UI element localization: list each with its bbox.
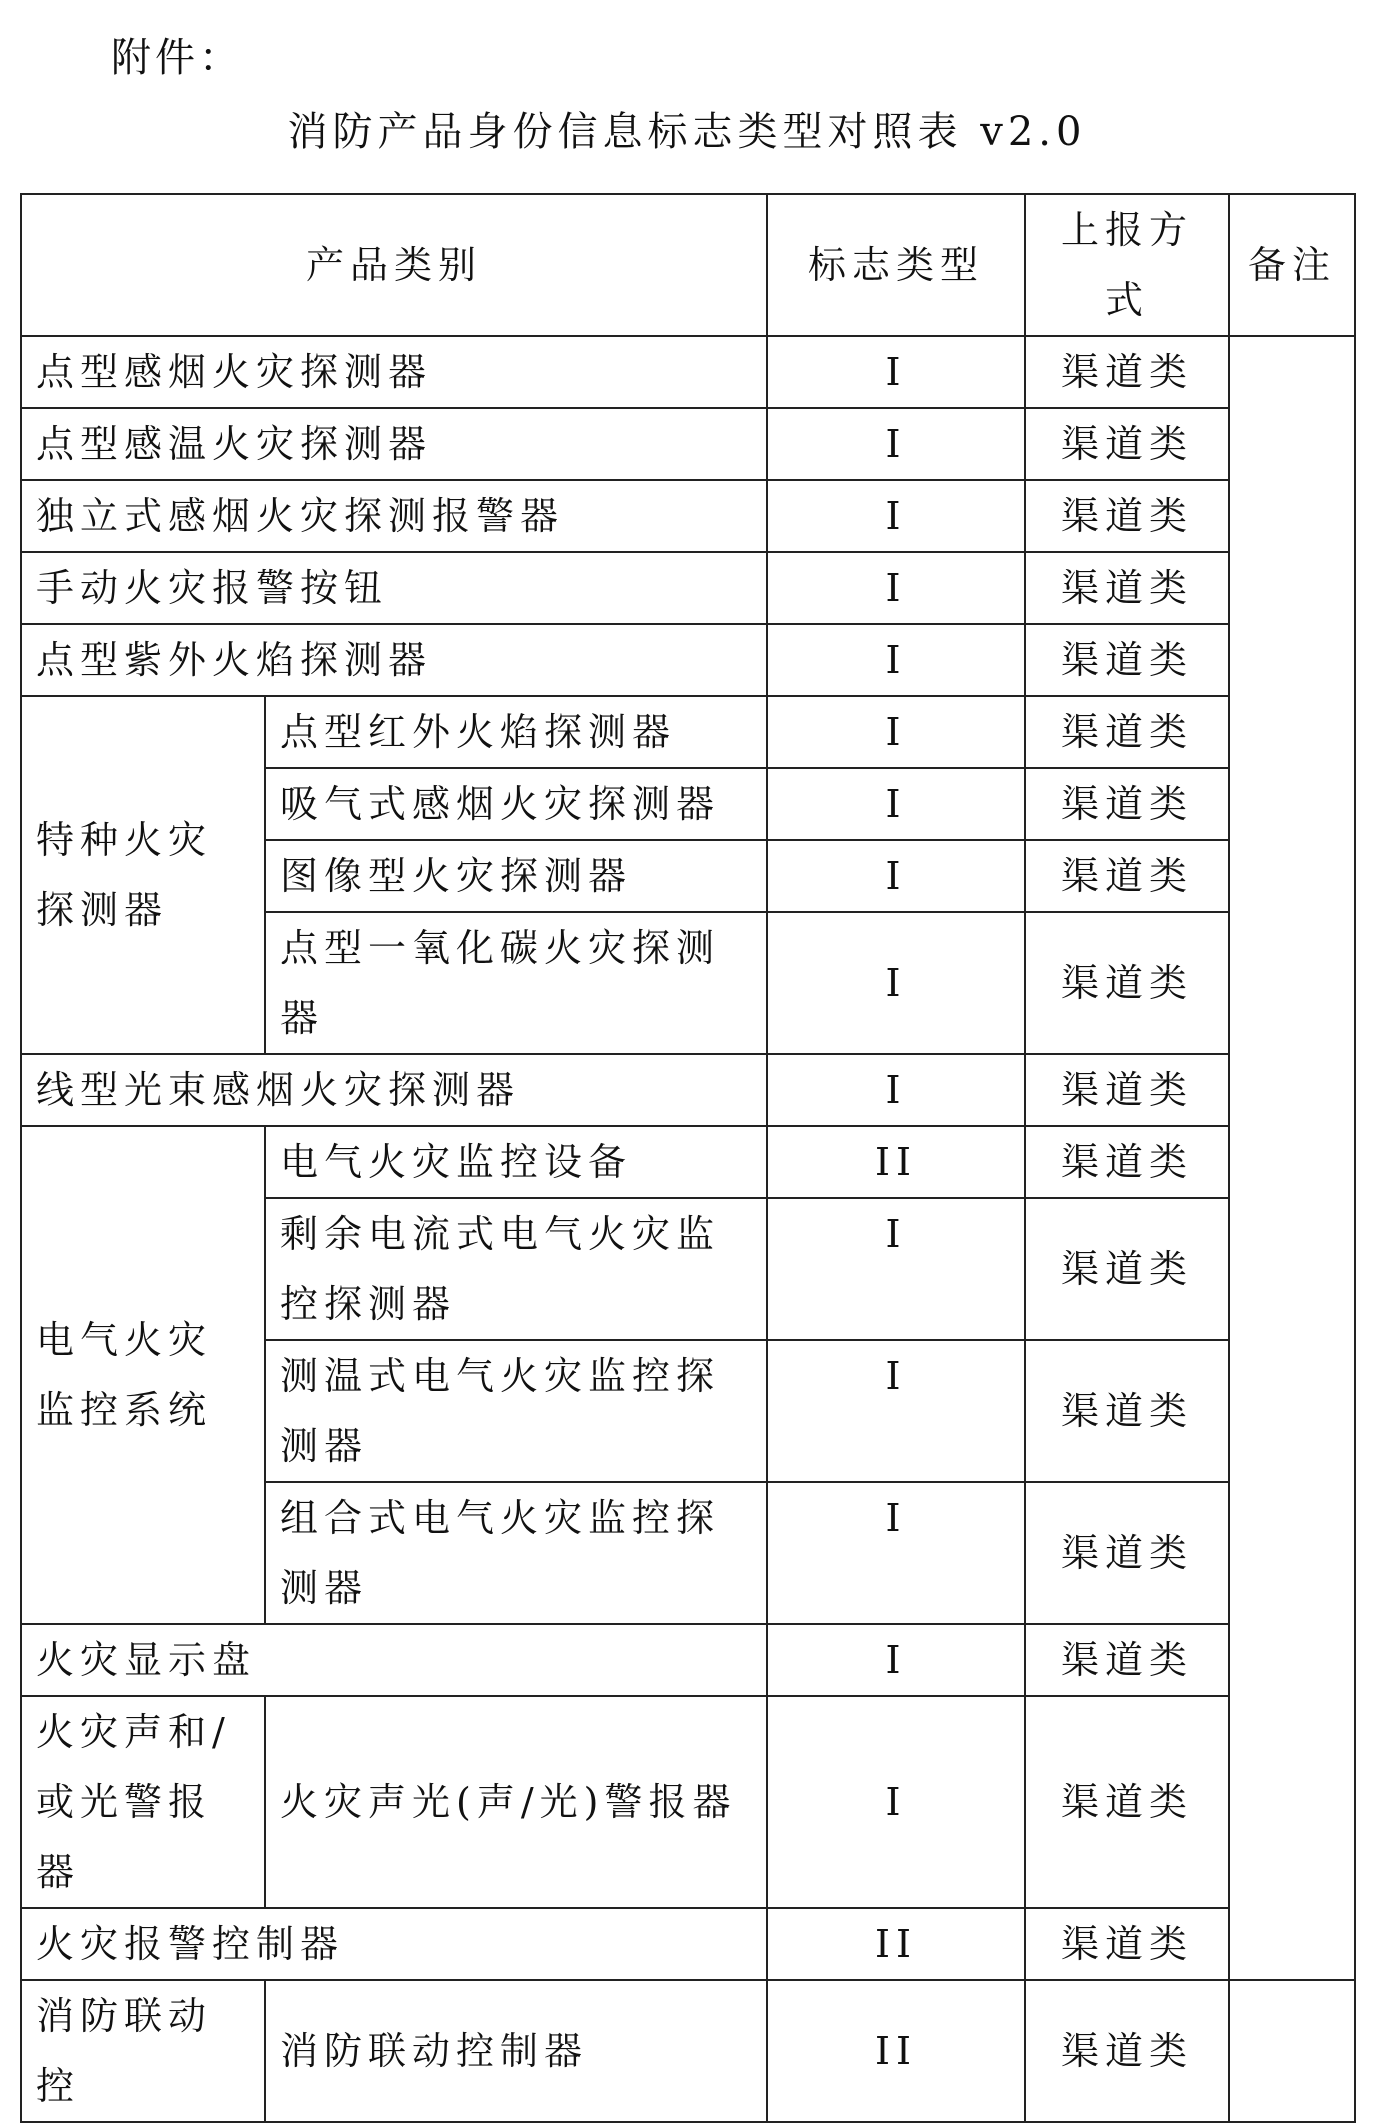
mark-type-cell: I [767,1054,1025,1126]
category-cell: 手动火灾报警按钮 [21,552,767,624]
mark-type-cell: I [767,912,1025,1054]
attachment-label: 附件： [111,35,243,81]
subcategory-cell: 测温式电气火灾监控探测器 [265,1340,767,1482]
category-cell: 点型紫外火焰探测器 [21,624,767,696]
table-row [21,480,1355,552]
report-method-cell: 渠道类 [1025,1980,1229,2122]
table-row [21,336,1355,408]
table-row [21,408,1355,480]
report-method-cell: 渠道类 [1025,1054,1229,1126]
mark-type-cell: I [767,1482,1025,1624]
category-cell: 点型感温火灾探测器 [21,408,767,480]
subcategory-cell: 组合式电气火灾监控探测器 [265,1482,767,1624]
mark-type-cell: I [767,408,1025,480]
table-row [21,1908,1355,1980]
report-method-cell: 渠道类 [1025,552,1229,624]
report-method-cell: 渠道类 [1025,1696,1229,1908]
report-method-cell: 渠道类 [1025,480,1229,552]
table-header-row [21,194,1355,336]
mark-type-cell: I [767,1696,1025,1908]
subcategory-cell: 点型红外火焰探测器 [265,696,767,768]
report-method-cell: 渠道类 [1025,1908,1229,1980]
subcategory-cell: 点型一氧化碳火灾探测器 [265,912,767,1054]
report-method-cell: 渠道类 [1025,840,1229,912]
report-method-cell: 渠道类 [1025,336,1229,408]
header-remarks: 备注 [1229,194,1355,336]
mark-type-cell: I [767,696,1025,768]
header-category: 产品类别 [21,194,767,336]
subcategory-cell: 吸气式感烟火灾探测器 [265,768,767,840]
report-method-cell: 渠道类 [1025,912,1229,1054]
table-row [21,696,1355,768]
report-method-cell: 渠道类 [1025,1340,1229,1482]
mark-type-cell: I [767,624,1025,696]
table-row [21,1696,1355,1908]
table-row [21,1624,1355,1696]
group-cell-sound-light-alarms: 火灾声和/或光警报器 [21,1696,265,1908]
table-row [21,1980,1355,2122]
remarks-cell-merged [1229,336,1355,1980]
category-cell: 火灾报警控制器 [21,1908,767,1980]
table-row [21,1126,1355,1198]
subcategory-cell: 电气火灾监控设备 [265,1126,767,1198]
mark-type-cell: II [767,1908,1025,1980]
mark-type-cell: I [767,552,1025,624]
mark-type-cell: I [767,480,1025,552]
category-cell: 火灾显示盘 [21,1624,767,1696]
document-title: 消防产品身份信息标志类型对照表 v2.0 [287,109,1087,155]
subcategory-cell: 剩余电流式电气火灾监控探测器 [265,1198,767,1340]
report-method-cell: 渠道类 [1025,408,1229,480]
report-method-cell: 渠道类 [1025,1624,1229,1696]
group-cell-linkage: 消防联动控 [21,1980,265,2122]
report-method-cell: 渠道类 [1025,1198,1229,1340]
product-type-table [20,193,1356,2123]
remarks-cell [1229,1980,1355,2122]
mark-type-cell: II [767,1126,1025,1198]
report-method-cell: 渠道类 [1025,1482,1229,1624]
mark-type-cell: I [767,336,1025,408]
mark-type-cell: I [767,768,1025,840]
group-cell-special-detectors: 特种火灾探测器 [21,696,265,1054]
report-method-cell: 渠道类 [1025,624,1229,696]
mark-type-cell: I [767,1340,1025,1482]
header-report-method: 上报方式 [1025,194,1229,336]
group-cell-electrical-monitoring: 电气火灾监控系统 [21,1126,265,1624]
mark-type-cell: I [767,1198,1025,1340]
report-method-cell: 渠道类 [1025,768,1229,840]
mark-type-cell: II [767,1980,1025,2122]
table-row [21,552,1355,624]
category-cell: 独立式感烟火灾探测报警器 [21,480,767,552]
mark-type-cell: I [767,1624,1025,1696]
mark-type-cell: I [767,840,1025,912]
report-method-cell: 渠道类 [1025,696,1229,768]
report-method-cell: 渠道类 [1025,1126,1229,1198]
category-cell: 点型感烟火灾探测器 [21,336,767,408]
subcategory-cell: 消防联动控制器 [265,1980,767,2122]
category-cell: 线型光束感烟火灾探测器 [21,1054,767,1126]
subcategory-cell: 火灾声光(声/光)警报器 [265,1696,767,1908]
table-row [21,1054,1355,1126]
subcategory-cell: 图像型火灾探测器 [265,840,767,912]
header-mark-type: 标志类型 [767,194,1025,336]
table-row [21,624,1355,696]
